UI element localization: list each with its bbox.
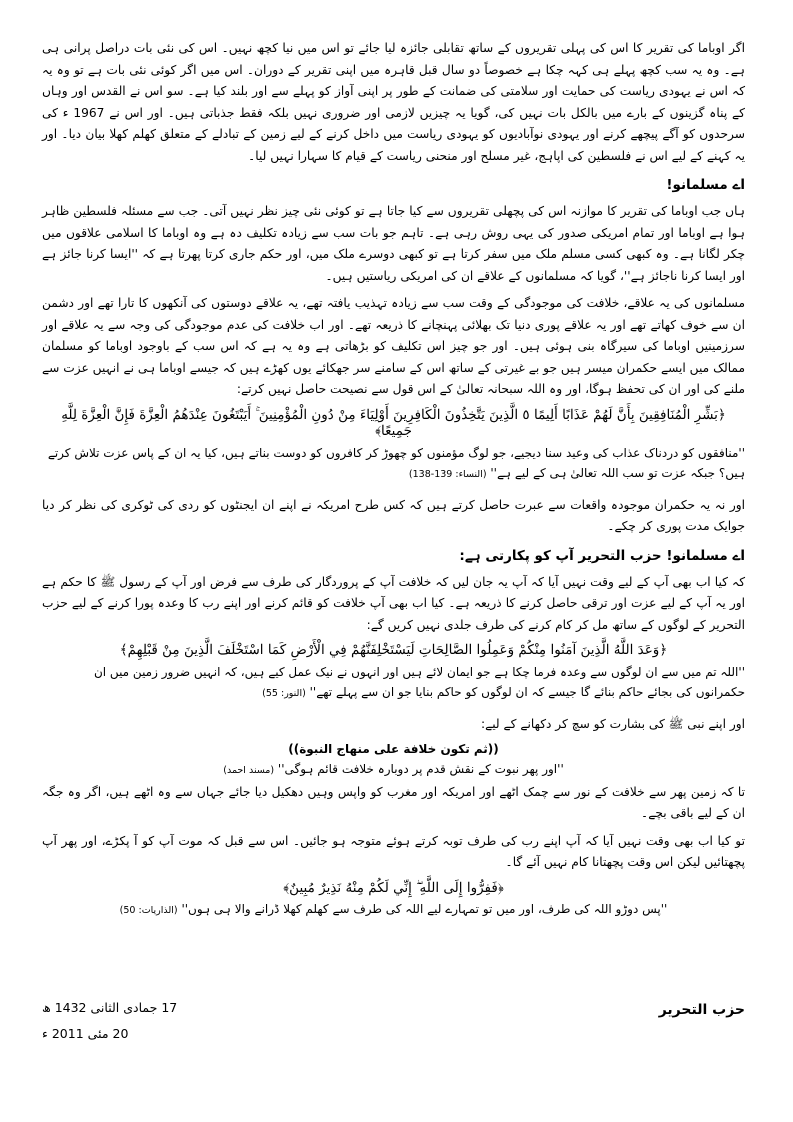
paragraph-earth-shine: تا کہ زمین پھر سے خلافت کے نور سے چمک اٹھے اور امریکہ اور مغرب کو واپس وہیں دھکیل دیا جائے جہاں سے وہ اٹھے ہیں، اگر وہ جگہ ان کے لیے باقی بچے۔ (42, 784, 745, 820)
quran-verse-1: ﴿بَشِّرِ الْمُنَافِقِينَ بِأَنَّ لَهُمْ عَذَابًا أَلِيمًا ٥ الَّذِينَ يَتَّخِذُونَ الْكَافِرِينَ أَوْلِيَاءَ مِنْ دُونِ الْمُؤْمِنِينَ ۚ أَيَبْتَغُونَ عِنْدَهُمُ الْعِزَّةَ فَإِنَّ الْعِزَّةَ لِلَّهِ جَمِيعًا﴾ (61, 406, 726, 439)
verse-2-translation (42, 662, 745, 704)
date-gregorian: 20 مئی 2011 ء (42, 1026, 129, 1041)
verse-1-translation (42, 443, 745, 485)
hadith-arabic: ((ثم تكون خلافة على منهاج النبوة)) (288, 741, 499, 756)
paragraph-khilafah-call: کہ کیا اب بھی آپ کے لیے وقت نہیں آیا کہ آپ یہ جان لیں کہ خلافت آپ کے پروردگار کی طرف سے فرض اور آپ کے رسول ﷺ کا حکم ہے اور یہ آپ کے لیے عزت اور ترقی حاصل کرنے کا ذریعہ ہے۔ کیا اب بھی آپ خلافت کو قائم کرنے اور اپنے رب کا وعدہ پورا کرنے کے لیے حزب التحریر کے لوگوں کے ساتھ مل کر کام کرنے کی طرف جلدی نہیں کریں گے: (42, 574, 745, 632)
paragraph-rulers: اور نہ یہ حکمران موجودہ واقعات سے عبرت حاصل کرتے ہیں کہ کس طرح امریکہ نے اپنے ان ایجنٹوں کو ردی کی ٹوکری کی نظر کر دیا جوایک مدت پوری کر چکے۔ (42, 497, 745, 533)
verse-2-reference: (النور: 55) (262, 688, 306, 699)
hadith-translation (42, 762, 745, 776)
verse-3-translation (42, 902, 745, 916)
verse-3-translation-text: ''پس دوڑو اللہ کی طرف، اور میں تو تمہارے لیے اللہ کی طرف سے کھلم کھلا ڈرانے والا ہی ہوں'' (181, 901, 668, 916)
date-hijri: 17 جمادی الثانی 1432 ھ (42, 1000, 178, 1015)
verse-3-reference: (الذاريات: 50) (119, 904, 178, 916)
signature: حزب التحریر (658, 1002, 745, 1018)
paragraph-muslim-lands: مسلمانوں کی یہ علاقے، خلافت کی موجودگی کے وقت سب سے زیادہ تہذیب یافتہ تھے، یہ علاقے دوستوں کی آنکھوں کا تارا تھے اور دشمن ان سے خوف کھاتے تھے اور یہ علاقے پوری دنیا تک بھلائی پہنچانے کا ذریعہ تھے۔ اور اب خلافت کی عدم موجودگی کی وجہ سے یہ علاقے اور سرزمینیں اوباما کی سیرگاہ بنی ہوئی ہیں۔ اور جو چیز اس تکلیف کو بڑھاتی ہے وہ یہ ہے کہ اس سب کے باوجود اوباما کو مسلمان ممالک میں ایسے حکمران میسر ہیں جو بے غیرتی کے ساتھ اس کے سامنے سر جھکائے یوں کھڑے ہیں کہ جیسے اوباما ہی نے انہیں عزت سے ملنے کی اور ان کی تحفظ ہوگا، اور وہ اللہ سبحانہ تعالیٰ کے اس قول سے نصیحت حاصل نہیں کرتے: (42, 296, 745, 396)
verse-1-translation-text: ''منافقوں کو دردناک عذاب کی وعید سنا دیجیے، جو لوگ مؤمنوں کو چھوڑ کر کافروں کو دوست بناتے ہیں، کیا یہ ان کے پاس عزت تلاش کرتے ہیں؟ جبکہ عزت تو سب اللہ تعالیٰ ہی کے لیے ہے'' (47, 445, 745, 480)
hadith-reference: (مسند احمد) (223, 764, 275, 776)
quran-verse-2: ﴿وَعَدَ اللَّهُ الَّذِينَ آمَنُوا مِنْكُمْ وَعَمِلُوا الصَّالِحَاتِ لَيَسْتَخْلِفَنَّهُمْ فِي الْأَرْضِ كَمَا اسْتَخْلَفَ الَّذِينَ مِنْ قَبْلِهِمْ﴾ (119, 642, 668, 658)
verse-1-reference: (النساء: 139-138) (408, 468, 487, 480)
paragraph-comparison: ہاں جب اوباما کی تقریر کا موازنہ اس کی پچھلی تقریروں سے کیا جاتا ہے تو کوئی نئی چیز نظر نہیں آتی۔ جب سے مسئلہ فلسطین ظاہر ہوا ہے اوباما اور تمام امریکی صدور کی یہی روش رہی ہے۔ تاہم جو بات سب سے زیادہ تکلیف دہ ہے وہ اوباما کا اسلامی علاقوں میں چکر لگانا ہے۔ وہ کبھی کسی مسلم ملک میں سفر کرتا ہے تو کبھی دوسرے ملک میں، اور حکم جاری کرتا پھرتا ہے کہ ''ایسا کرنا جائز ہے اور ایسا کرنا ناجائز ہے''، گویا کہ مسلمانوں کے علاقے ان کی امریکی ریاستیں ہیں۔ (42, 204, 745, 283)
paragraph-repentance: تو کیا اب بھی وقت نہیں آیا کہ آپ اپنے رب کی طرف توبہ کرتے ہوئے متوجہ ہو جائیں۔ اس سے قبل کہ موت آپ کو آ پکڑے، اور پھر آپ پچھتائیں لیکن اس وقت پچھتانا کام نہیں آئے گا۔ (42, 833, 745, 869)
heading-o-muslims: اے مسلمانو! (666, 177, 745, 193)
paragraph-glad-tidings: اور اپنے نبی ﷺ کی بشارت کو سچ کر دکھانے کے لیے: (481, 717, 745, 731)
hadith-translation-text: ''اور پھر نبوت کے نقش قدم پر دوبارہ خلافت قائم ہوگی'' (277, 761, 564, 776)
paragraph-intro: اگر اوباما کی تقریر کا اس کی پہلی تقریروں کے ساتھ تقابلی جائزہ لیا جائے تو اس میں نیا کچھ نہیں۔ اس کی نئی بات دراصل پرانی ہی ہے۔ وہ یہ سب کچھ پہلے ہی کہہ چکا ہے خصوصاً دو سال قبل قاہرہ میں اپنی تقریر کے دوران۔ اس میں اگر کوئی نئی بات ہے تو وہ یہ کہ اس نے یہودی ریاست کی حمایت اور سلامتی کی ضمانت کے طور پر اپنی آواز کو پہلے سے اور بلند کیا ہے۔ سو اس نے القدس اور وہاں کے پناہ گزینوں کے بارے میں بالکل بات نہیں کی، گویا یہ چیزیں لازمی اور ضروری نہیں بلکہ فقط جذباتی ہیں۔ اور اس نے 1967 ء کی سرحدوں کو آگے پیچھے کرنے اور یہودی نوآبادیوں کو یہودی ریاست میں داخل کرنے کے لیے زمین کے تبادلے کے متعلق کھلم کھلا بیان دیا۔ اور یہ کہنے کے لیے اس نے فلسطین کی اپاہج، غیر مسلح اور منحنی ریاست کے قیام کا سہارا نہیں لیا۔ (42, 41, 745, 163)
verse-2-translation-text: ''اللہ تم میں سے ان لوگوں سے وعدہ فرما چکا ہے جو ایمان لائے ہیں اور انہوں نے نیک عمل کیے ہیں، کہ انہیں ضرور زمین میں ان حکمرانوں کی بجائے حاکم بنائے گا جیسے کہ ان لوگوں کو حاکم بنایا جو ان سے پہلے تھے'' (93, 665, 745, 699)
quran-verse-3: ﴿فَفِرُّوا إِلَى اللَّهِ ۖ إِنِّي لَكُمْ مِنْهُ نَذِيرٌ مُبِينٌ﴾ (283, 879, 504, 896)
heading-hizb-calls: اے مسلمانو! حزب التحریر آپ کو پکارتی ہے: (459, 547, 745, 564)
